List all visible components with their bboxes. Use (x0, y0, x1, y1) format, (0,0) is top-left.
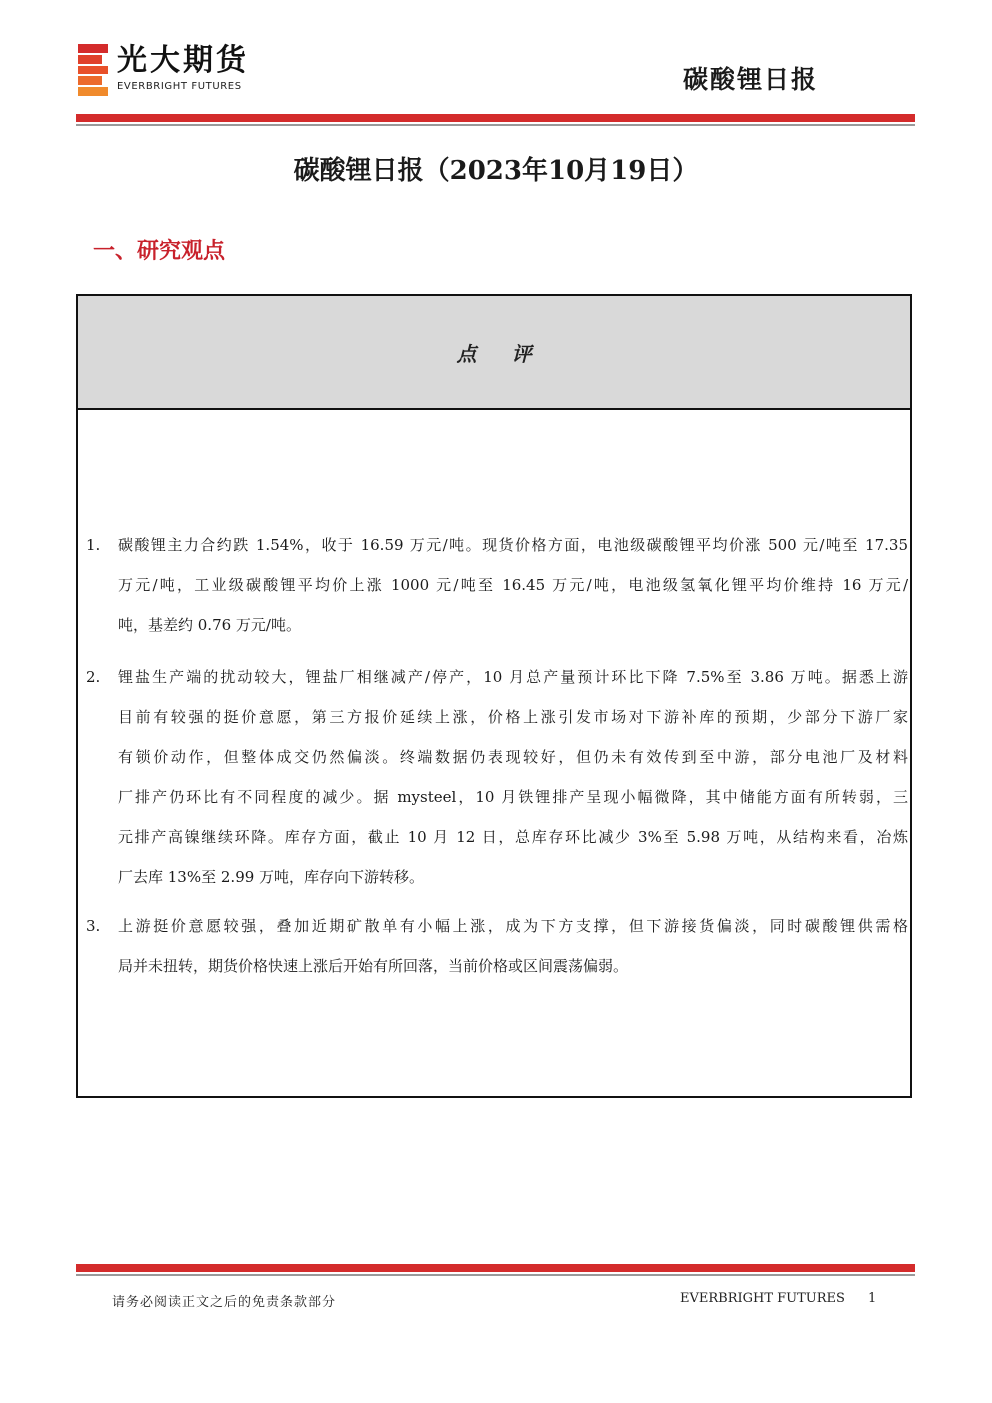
list-item-line: 目前有较强的挺价意愿，第三方报价延续上涨，价格上涨引发市场对下游补库的预期，少部分下游厂家 (118, 708, 908, 726)
brand-name-cn: 光大期货 (117, 43, 249, 78)
table-header-label: 点 评 (456, 341, 546, 366)
list-item-line: 有锁价动作，但整体成交仍然偏淡。终端数据仍表现较好，但仍未有效传到至中游，部分电池厂及材料 (118, 748, 908, 766)
list-item-line: 厂排产仍环比有不同程度的减少。据 mysteel，10 月铁锂排产呈现小幅微降，其中储能方面有所转弱，三 (118, 788, 908, 806)
list-item-line: 上游挺价意愿较强，叠加近期矿散单有小幅上涨，成为下方支撑，但下游接货偏淡，同时碳酸锂供需格 (118, 917, 908, 935)
list-item-line: 锂盐生产端的扰动较大，锂盐厂相继减产/停产，10 月总产量预计环比下降 7.5%至 3.86 万吨。据悉上游 (118, 668, 908, 686)
header-rule-gray (76, 124, 915, 126)
list-item-line: 局并未扭转，期货价格快速上涨后开始有所回落，当前价格或区间震荡偏弱。 (118, 957, 629, 975)
report-title: 碳酸锂日报（2023年10月19日） (293, 156, 699, 186)
list-item-number: 1. (86, 536, 101, 554)
footer-rule-red (76, 1264, 915, 1272)
list-item-line: 厂去库 13%至 2.99 万吨，库存向下游转移。 (118, 868, 425, 886)
footer-rule-gray (76, 1274, 915, 1276)
footer-disclaimer-note: 请务必阅读正文之后的免责条款部分 (112, 1295, 337, 1310)
list-item-number: 2. (86, 668, 101, 686)
header-rule-red (76, 114, 915, 122)
list-item-number: 3. (86, 917, 101, 935)
page-number: 1 (868, 1291, 877, 1306)
section-heading: 一、研究观点 (93, 238, 226, 264)
comment-table (76, 294, 912, 1098)
list-item-line: 碳酸锂主力合约跌 1.54%，收于 16.59 万元/吨。现货价格方面，电池级碳酸锂平均价涨 500 元/吨至 17.35 (118, 536, 908, 554)
list-item-line: 元排产高镍继续环降。库存方面，截止 10 月 12 日，总库存环比减少 3%至 5.98 万吨，从结构来看，冶炼 (118, 828, 908, 846)
table-header (78, 296, 910, 410)
brand-logo-icon (78, 44, 108, 96)
header-report-name: 碳酸锂日报 (682, 65, 818, 94)
brand-name-en: EVERBRIGHT FUTURES (117, 81, 242, 92)
footer-brand: EVERBRIGHT FUTURES (680, 1291, 845, 1306)
list-item-line: 万元/吨，工业级碳酸锂平均价上涨 1000 元/吨至 16.45 万元/吨，电池级氢氧化锂平均价维持 16 万元/ (118, 576, 908, 594)
list-item-line: 吨，基差约 0.76 万元/吨。 (118, 616, 301, 634)
